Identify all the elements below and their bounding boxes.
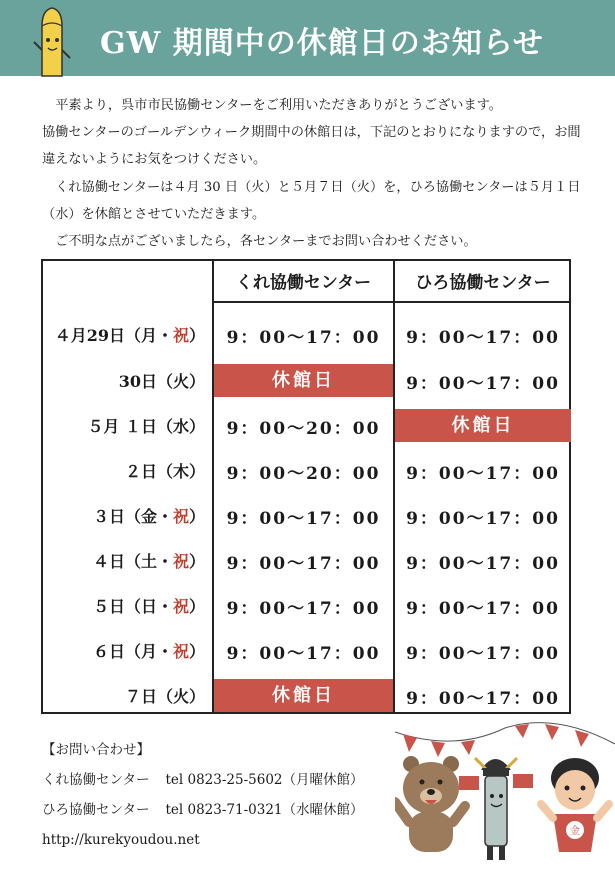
row-date-text: ） — [188, 642, 205, 661]
hours-hiro: 9：00〜17：00 — [406, 554, 560, 574]
hours-kure: 9：00〜20：00 — [226, 464, 381, 484]
row-date — [125, 684, 205, 707]
row-date — [93, 549, 205, 572]
hours-hiro: 9：00〜17：00 — [406, 689, 560, 709]
mascot-illustration — [395, 718, 615, 871]
row-date-text: ） — [188, 507, 205, 526]
contact-kure — [42, 765, 364, 795]
hours-hiro: 9：00〜17：00 — [406, 374, 560, 394]
row-date-text: ５月 １日（水） — [87, 417, 205, 436]
row-date — [93, 639, 205, 662]
row-date-text: ３日（金・ — [92, 507, 173, 526]
hours-hiro: 9：00〜17：00 — [406, 599, 560, 619]
intro-paragraph: 平素より，呉市市民協働センターをご利用いただきありがとうございます。 — [55, 98, 502, 113]
intro-paragraph: くれ協働センターは４月 30 日（火）と５月７日（火）を，ひろ協働センターは５月１日（水）を休館とさせていただきます。 — [42, 179, 581, 222]
contact-kure-name: くれ協働センター — [42, 772, 150, 788]
row-date — [55, 323, 205, 346]
hours-hiro: 9：00〜17：00 — [406, 464, 560, 484]
contact-hiro-name: ひろ協働センター — [42, 802, 150, 818]
contact-section — [42, 735, 364, 855]
hours-hiro: 9：00〜17：00 — [406, 644, 560, 664]
hours-kure: 9：00〜17：00 — [226, 509, 381, 529]
row-date-text: ４月29日（月・ — [54, 326, 173, 345]
row-date-text: ） — [188, 552, 205, 571]
row-date-text: ６日（月・ — [92, 642, 173, 661]
schedule-table — [41, 259, 571, 714]
row-date-text: ７日（火） — [124, 687, 205, 706]
bunting-icon — [395, 723, 615, 757]
holiday-mark: 祝 — [172, 507, 189, 526]
intro-text — [42, 92, 582, 255]
column-header-kure: くれ協働センター — [235, 273, 372, 293]
row-date-text: ５日（日・ — [92, 597, 173, 616]
row-date — [87, 414, 205, 437]
hours-kure: 9：00〜17：00 — [226, 644, 381, 664]
row-date — [125, 459, 205, 482]
samurai-helmet-mascot-icon — [459, 758, 533, 860]
holiday-mark: 祝 — [172, 642, 189, 661]
hours-kure: 9：00〜17：00 — [226, 554, 381, 574]
header-divider — [212, 301, 569, 303]
holiday-mark: 祝 — [172, 326, 189, 345]
bear-mascot-icon — [395, 756, 465, 852]
closed-badge-hiro: 休館日 — [395, 409, 571, 442]
kintaro-bib-label: 金 — [570, 826, 580, 837]
closed-badge-kure: 休館日 — [214, 364, 393, 397]
column-header-hiro: ひろ協働センター — [415, 273, 551, 293]
contact-hiro-tel[interactable]: tel 0823-71-0321（水曜休館） — [165, 802, 364, 818]
header-banner — [0, 0, 615, 76]
hours-hiro: 9：00〜17：00 — [406, 509, 560, 529]
contact-heading: 【お問い合わせ】 — [42, 742, 150, 758]
intro-paragraph: 協働センターのゴールデンウィーク期間中の休館日は，下記のとおりになりますので，お間違えないようにお気をつけください。 — [42, 125, 581, 168]
row-date-text: ） — [188, 326, 205, 345]
hours-kure: 9：00〜17：00 — [226, 328, 381, 348]
row-date-text: ） — [188, 597, 205, 616]
row-date-text: 30日（火） — [118, 372, 205, 391]
contact-hiro — [42, 795, 364, 825]
page-title: GW 期間中の休館日のお知らせ — [100, 26, 544, 61]
holiday-mark: 祝 — [172, 552, 189, 571]
row-date — [93, 504, 205, 527]
kintaro-mascot-icon — [541, 758, 609, 852]
intro-paragraph: ご不明な点がございましたら，各センターまでお問い合わせください。 — [55, 234, 477, 250]
closed-badge-kure: 休館日 — [214, 679, 393, 712]
row-date-text: ４日（土・ — [92, 552, 173, 571]
hours-hiro: 9：00〜17：00 — [406, 328, 560, 348]
contact-kure-tel[interactable]: tel 0823-25-5602（月曜休館） — [165, 772, 364, 788]
row-date — [119, 369, 205, 392]
row-date-text: ２日（木） — [124, 462, 205, 481]
website-link[interactable]: http://kurekyoudou.net — [42, 832, 200, 848]
pen-mascot-icon — [28, 6, 76, 78]
hours-kure: 9：00〜20：00 — [226, 419, 381, 439]
holiday-mark: 祝 — [172, 597, 189, 616]
hours-kure: 9：00〜17：00 — [226, 599, 381, 619]
row-date — [93, 594, 205, 617]
